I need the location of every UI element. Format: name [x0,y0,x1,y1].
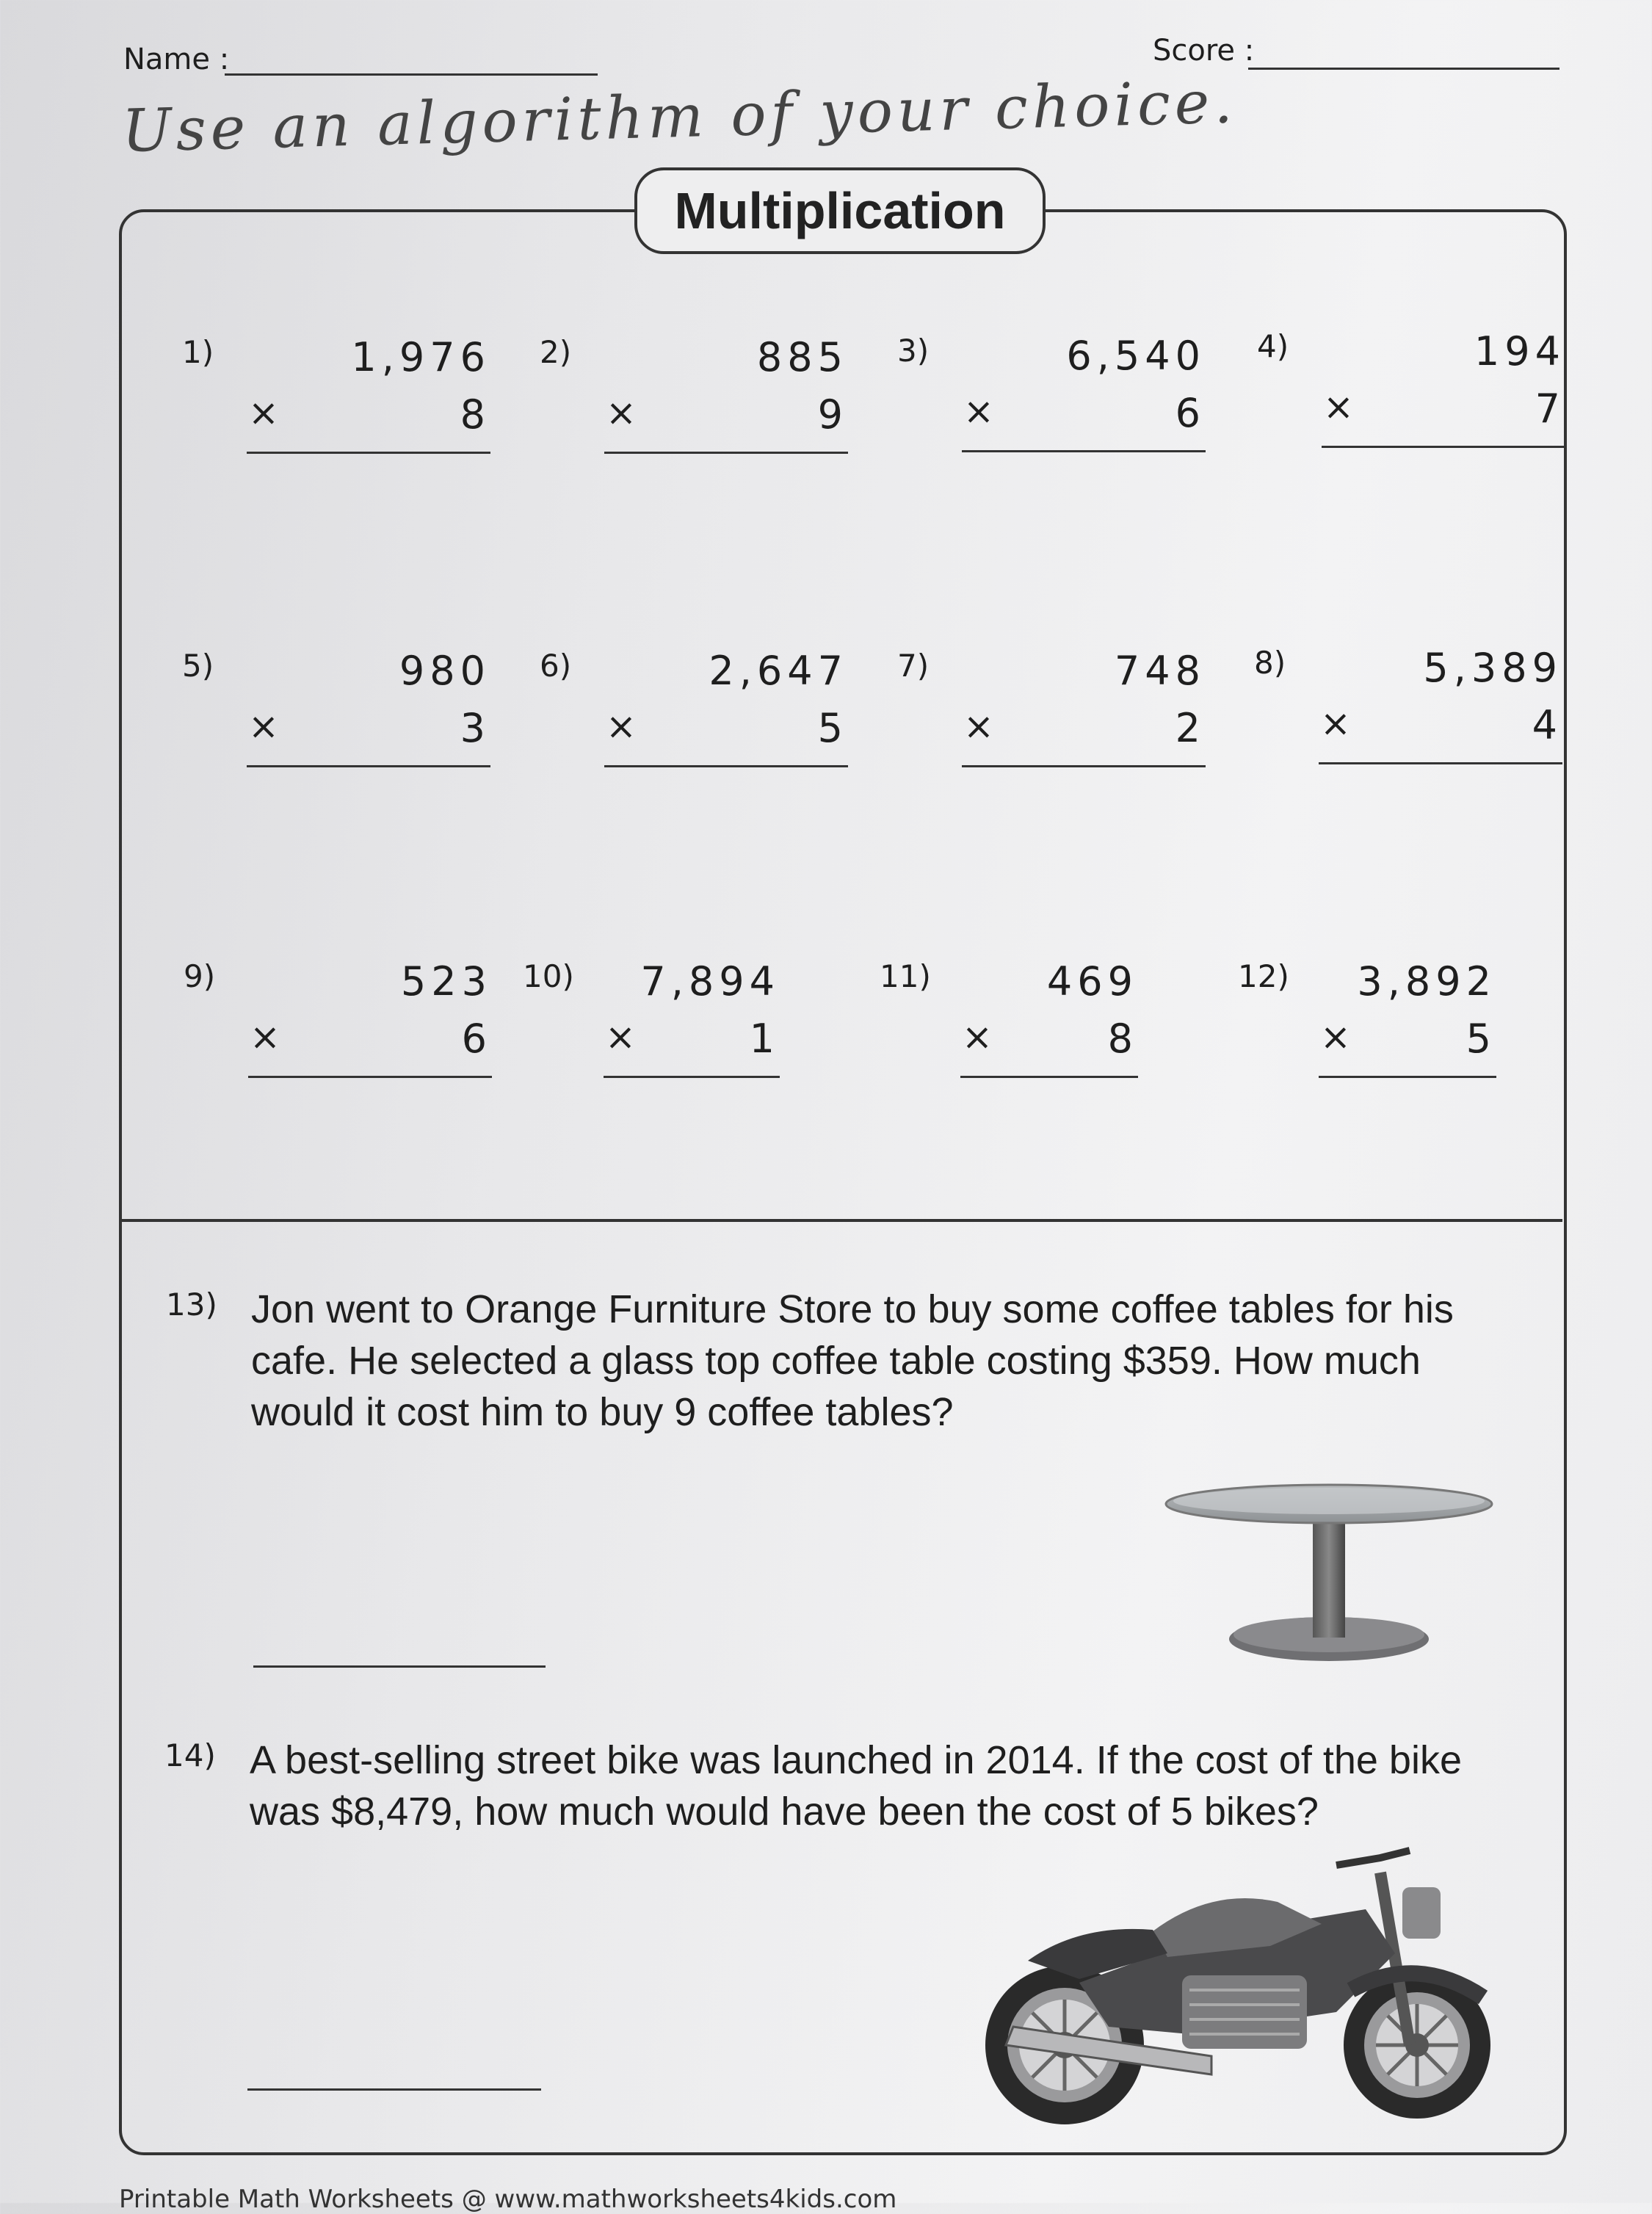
multiplier: 8 [460,391,490,438]
answer-rule[interactable] [962,765,1206,767]
word-problem-13-text [251,1284,1514,1438]
multiplicand: 885 [756,334,848,380]
coffee-table-icon [1160,1469,1498,1674]
answer-rule[interactable] [247,765,490,767]
answer-rule[interactable] [1319,762,1562,764]
problem-9 [184,958,492,1105]
multiplier: 6 [1175,390,1206,436]
problem-number: 6) [540,648,572,684]
times-icon: × [1320,1016,1351,1058]
problem-number: 12) [1238,958,1289,994]
problem-2 [540,334,848,481]
times-icon: × [606,391,637,434]
multiplicand: 5,389 [1423,645,1562,691]
multiplier: 5 [817,705,848,751]
times-icon: × [963,390,994,433]
word-problem-13-number: 13) [166,1287,217,1323]
score-label: Score : [1153,34,1255,68]
multiplicand: 748 [1114,648,1206,694]
problem-number: 9) [184,958,216,994]
multiplicand: 194 [1474,328,1565,375]
answer-rule[interactable] [1322,446,1565,448]
problem-number: 4) [1257,328,1289,364]
multiplicand: 6,540 [1066,333,1206,379]
score-blank-line[interactable] [1248,68,1559,70]
times-icon: × [248,391,279,434]
problem-8 [1254,645,1562,792]
word-problem-line: Jon went to Orange Furniture Store to buy some coffee tables for his [251,1287,1454,1331]
problem-10 [523,958,780,1105]
word-problem-line: A best-selling street bike was launched in 2014. If the cost of the bike [250,1738,1462,1782]
times-icon: × [962,1016,993,1058]
word-problem-14-text [250,1734,1512,1837]
problem-5 [182,648,490,795]
times-icon: × [963,705,994,748]
problem-3 [897,333,1206,480]
word-problem-line: cafe. He selected a glass top coffee table costing $359. How much [251,1339,1421,1383]
multiplier: 1 [749,1016,780,1062]
handwritten-note: Use an algorithm of your choice. [121,68,1238,165]
answer-rule[interactable] [962,450,1206,452]
times-icon: × [250,1016,280,1058]
section-divider [122,1219,1562,1222]
answer-rule[interactable] [1319,1076,1496,1078]
problem-number: 2) [540,334,572,370]
multiplier: 8 [1107,1016,1138,1062]
times-icon: × [1323,386,1354,428]
times-icon: × [606,705,637,748]
answer-rule[interactable] [248,1076,492,1078]
problem-number: 11) [880,958,931,994]
multiplicand: 7,894 [640,958,780,1005]
problem-6 [540,648,848,795]
answer-rule[interactable] [604,765,848,767]
times-icon: × [248,705,279,748]
word-problem-line: was $8,479, how much would have been the cost of 5 bikes? [250,1790,1319,1834]
word-problem-14-number: 14) [164,1737,216,1773]
problem-number: 3) [897,333,930,369]
multiplier: 5 [1466,1016,1496,1062]
problem-number: 8) [1254,645,1286,681]
multiplier: 4 [1532,702,1562,748]
multiplier: 7 [1535,386,1565,432]
name-blank-line[interactable] [225,73,598,76]
multiplicand: 2,647 [709,648,848,694]
answer-rule[interactable] [604,1076,780,1078]
problem-12 [1238,958,1496,1105]
problem-number: 1) [182,334,214,370]
problem-1 [182,334,490,481]
problem-number: 10) [523,958,574,994]
answer-rule[interactable] [604,452,848,454]
problem-4 [1257,328,1565,475]
answer-rule[interactable] [247,452,490,454]
multiplicand: 523 [400,958,492,1005]
multiplier: 9 [817,391,848,438]
name-label: Name : [123,43,230,76]
worksheet-title: Multiplication [634,167,1046,254]
multiplicand: 3,892 [1357,958,1496,1005]
footer-text: Printable Math Worksheets @ www.mathworksheets4kids.com [119,2185,897,2214]
multiplicand: 980 [399,648,490,694]
multiplier: 2 [1175,705,1206,751]
multiplier: 6 [461,1016,492,1062]
answer-rule[interactable] [960,1076,1138,1078]
word-problem-line: would it cost him to buy 9 coffee tables? [251,1390,954,1434]
multiplicand: 1,976 [351,334,490,380]
multiplicand: 469 [1046,958,1138,1005]
problem-11 [880,958,1138,1105]
times-icon: × [1320,702,1351,745]
times-icon: × [605,1016,636,1058]
answer-line-14[interactable] [247,2088,541,2091]
problem-7 [897,648,1206,795]
multiplier: 3 [460,705,490,751]
answer-line-13[interactable] [253,1665,546,1668]
motorcycle-icon [969,1843,1512,2137]
problem-number: 7) [897,648,930,684]
problem-number: 5) [182,648,214,684]
